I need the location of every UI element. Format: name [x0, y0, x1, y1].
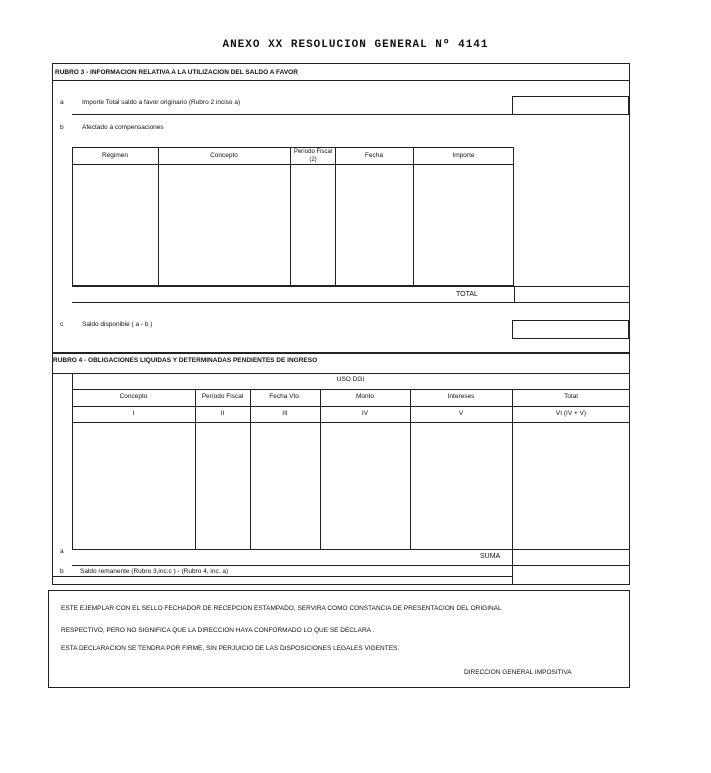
rubro3-b-label: Afectado a compensaciones [82, 124, 164, 131]
rubro3-c-label: Saldo disponible ( a - b ) [82, 321, 153, 328]
r4-b-label: Saldo remanente (Rubro 3,inc.c ) - (Rubro 4, inc. a) [80, 568, 229, 575]
compensaciones-table [72, 147, 514, 286]
r4-numeral-1: I [132, 410, 135, 417]
rubro3-b-letter: b [60, 124, 64, 131]
r4-col-total: Total [564, 393, 578, 400]
r4-numeral-2: II [220, 410, 225, 417]
r4-numeral-3: III [282, 410, 288, 417]
footer-line-2: RESPECTIVO, PERO NO SIGNIFICA QUE LA DIRECCION HAYA CONFORMADO LO QUE SE DECLARA . [61, 627, 375, 634]
r4-suma-label: SUMA [480, 553, 501, 560]
r4-b-letter: b [60, 568, 64, 575]
rubro3-c-field[interactable] [512, 320, 629, 339]
r4-col-monto: Monto [355, 393, 375, 400]
rubro4-heading: RUBRO 4 - OBLIGACIONES LIQUIDAS Y DETERMINADAS PENDIENTES DE INGRESO [53, 357, 318, 364]
r4-a-letter: a [60, 548, 64, 555]
col-periodo-fiscal: Período Fiscal (2) [293, 149, 333, 163]
rubro3-heading: RUBRO 3 - INFORMACION RELATIVA A LA UTILIZACION DEL SALDO A FAVOR [55, 69, 298, 76]
rubro3-a-letter: a [60, 99, 64, 106]
rubro4-section [52, 353, 630, 585]
r4-numeral-5: V [458, 410, 464, 417]
r4-numeral-6: VI (IV + V) [555, 410, 587, 417]
footer-line-1: ESTE EJEMPLAR CON EL SELLO FECHADOR DE RECEPCION ESTAMPADO, SERVIRA COMO CONSTANCIA DE PRESENTACION DEL ORIGINAL [61, 605, 502, 612]
page-title: ANEXO XX RESOLUCION GENERAL Nº 4141 [222, 39, 489, 51]
rubro3-a-label: Importe Total saldo a favor originario (Rubro 2 inciso a) [82, 99, 241, 106]
footer-line-3: ESTA DECLARACION SE TENDRA POR FIRME, SIN PERJUICIO DE LAS DISPOSICIONES LEGALES VIGENTES. [61, 645, 400, 652]
r4-col-intereses: Intereses [447, 393, 475, 400]
r4-col-periodo-fiscal: Período Fiscal [201, 393, 244, 400]
rubro3-total-label: TOTAL [456, 291, 478, 298]
rubro3-c-letter: c [60, 321, 64, 328]
uso-dgi-label: USO DGI [336, 376, 365, 383]
col-concepto: Concepto [210, 152, 238, 159]
footer-signature: DIRECCION GENERAL IMPOSITIVA [464, 669, 572, 676]
rubro3-a-field[interactable] [512, 96, 629, 115]
col-fecha: Fecha [364, 152, 384, 159]
r4-col-fecha-vto: Fecha Vto. [269, 393, 301, 400]
col-importe: Importe [452, 152, 475, 159]
col-regimen: Régimen [101, 152, 128, 159]
r4-numeral-4: IV [361, 410, 369, 417]
r4-col-concepto: Concepto [119, 393, 148, 400]
